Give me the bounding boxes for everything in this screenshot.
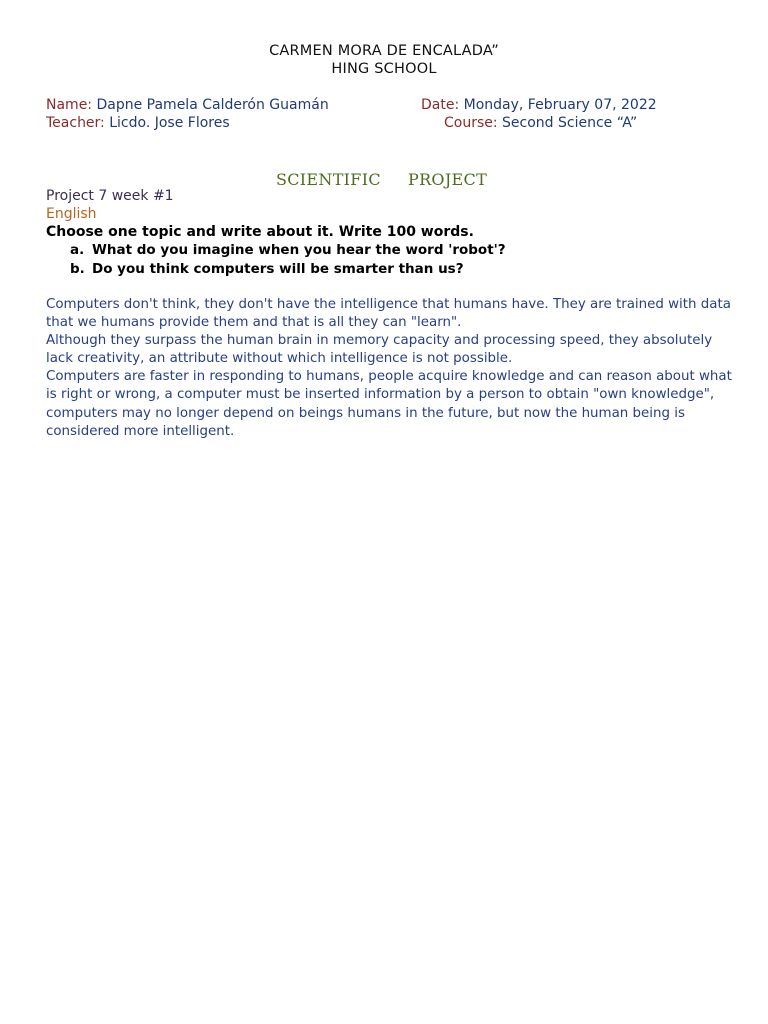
course-name [444, 115, 637, 131]
date-label: Date: [421, 97, 460, 113]
title-word-project: PROJECT [408, 170, 488, 189]
teacher-value: Licdo. Jose Flores [109, 115, 230, 131]
project-heading: Project 7 week #1 [46, 188, 174, 204]
student-name [46, 97, 329, 113]
question-marker: a. [70, 242, 85, 258]
answer-paragraph: Computers don't think, they don't have the intelligence that humans have. They are trained with data that we humans provide them and that is all they can "learn". [46, 297, 731, 331]
answer-paragraph: Computers are faster in responding to humans, people acquire knowledge and can reason about what is right or wrong, a computer must be inserted information by a person to obtain "own knowledge", computers may no longer depend on beings humans in the future, but now the human being is considered more intelligent. [46, 369, 732, 439]
answer-body [46, 296, 736, 441]
question-item [70, 261, 464, 277]
answer-paragraph: Although they surpass the human brain in memory capacity and processing speed, they absolutely lack creativity, an attribute without which intelligence is not possible. [46, 333, 713, 367]
subject-label: English [46, 206, 97, 222]
teacher-label: Teacher: [46, 115, 105, 131]
assignment-date [421, 97, 657, 113]
title-word-scientific: SCIENTIFIC [276, 170, 381, 189]
school-name-line2: HING SCHOOL [331, 61, 437, 77]
date-value: Monday, February 07, 2022 [463, 97, 657, 113]
name-label: Name: [46, 97, 93, 113]
course-label: Course: [444, 115, 498, 131]
question-text: What do you imagine when you hear the word 'robot'? [92, 242, 506, 258]
instruction-text: Choose one topic and write about it. Write 100 words. [46, 224, 474, 240]
teacher-name [46, 115, 230, 131]
course-value: Second Science “A” [502, 115, 638, 131]
question-marker: b. [70, 261, 85, 277]
question-item [70, 242, 506, 258]
question-text: Do you think computers will be smarter than us? [92, 261, 464, 277]
name-value: Dapne Pamela Calderón Guamán [96, 97, 329, 113]
school-name-line1: CARMEN MORA DE ENCALADA” [269, 43, 499, 59]
